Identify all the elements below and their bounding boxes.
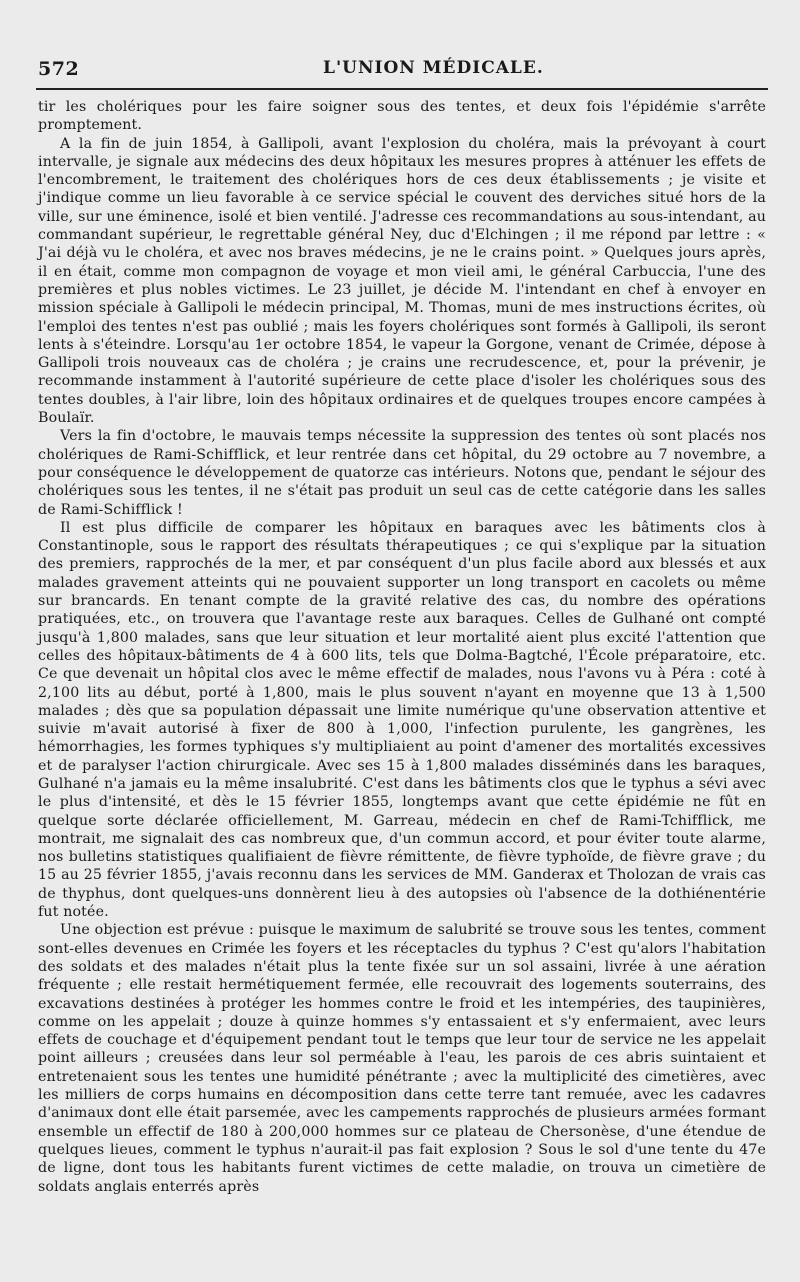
header-rule (36, 88, 768, 90)
paragraph: tir les cholériques pour les faire soigner sous des tentes, et deux fois l'épidémie s'arrête promptement. (38, 99, 766, 134)
paragraph: Une objection est prévue : puisque le maximum de salubrité se trouve sous les tentes, comment sont-elles devenues en Crimée les foyers et les réceptacles du typhus ? C'est qu'alors l'habitation des soldats et des malades n'était plus la tente fixée sur un sol assaini, livrée à une aération fréquente ; elle restait hermétiquement fermée, elle recouvrait des logements souterrains, des excavations destinées à protéger les hommes contre le froid et les intempéries, des taupinières, comme on les appelait ; douze à quinze hommes s'y entassaient et s'y enfermaient, avec leurs effets de couchage et d'équipement pendant tout le temps que leur tour de service ne les appelait point ailleurs ; creusées dans leur sol perméable à l'eau, les parois de ces abris suintaient et entretenaient sous les tentes une humidité pénétrante ; avec la multiplicité des cimetières, avec les milliers de corps humains en décomposition dans cette terre tant remuée, avec les cadavres d'animaux dont elle était parsemée, avec les campements rapprochés de plusieurs armées formant ensemble un effectif de 180 à 200,000 hommes sur ce plateau de Chersonèse, d'une étendue de quelques lieues, comment le typhus n'aurait-il pas fait explosion ? Sous le sol d'une tente du 47e de ligne, dont tous les habitants furent victimes de cette maladie, on trouva un cimetière de soldats anglais enterrés après (38, 922, 766, 1195)
paragraph: Vers la fin d'octobre, le mauvais temps nécessite la suppression des tentes où sont placés nos cholériques de Rami-Schifflick, et leur rentrée dans cet hôpital, du 29 octobre au 7 novembre, a pour conséquence le développement de quatorze cas intérieurs. Notons que, pendant le séjour des cholériques sous les tentes, il ne s'était pas produit un seul cas de cette catégorie dans les salles de Rami-Schifflick ! (38, 428, 766, 518)
page-header (38, 58, 768, 82)
paragraph: A la fin de juin 1854, à Gallipoli, avant l'explosion du choléra, mais la prévoyant à court intervalle, je signale aux médecins des deux hôpitaux les mesures propres à atténuer les effets de l'encombrement, le traitement des cholériques hors de ces deux établissements ; je visite et j'indique comme un lieu favorable à ce service spécial le couvent des derviches situé hors de la ville, sur une éminence, isolé et bien ventilé. J'adresse ces recommandations au sous-intendant, au commandant supérieur, le regrettable général Ney, duc d'Elchingen ; il me répond par lettre : « J'ai déjà vu le choléra, et avec nos braves médecins, je ne le crains point. » Quelques jours après, il en était, comme mon compagnon de voyage et mon vieil ami, le général Carbuccia, l'une des premières et plus nobles victimes. Le 23 juillet, je décide M. l'intendant en chef à envoyer en mission spéciale à Gallipoli le médecin principal, M. Thomas, muni de mes instructions écrites, où l'emploi des tentes n'est pas oublié ; mais les foyers cholériques sont formés à Gallipoli, ils seront lents à s'éteindre. Lorsqu'au 1er octobre 1854, le vapeur la Gorgone, venant de Crimée, dépose à Gallipoli trois nouveaux cas de choléra ; je crains une recrudescence, et, pour la prévenir, je recommande instamment à l'autorité supérieure de cette place d'isoler les cholériques sous des tentes doubles, à l'air libre, loin des hôpitaux ordinaires et de quelques troupes encore campées à Boulaïr. (38, 135, 766, 427)
body-text (38, 98, 766, 1196)
running-title: L'UNION MÉDICALE. (323, 58, 544, 78)
paragraph: Il est plus difficile de comparer les hôpitaux en baraques avec les bâtiments clos à Constantinople, sous le rapport des résultats thérapeutiques ; ce qui s'explique par la situation des premiers, rapprochés de la mer, et par conséquent d'un plus facile abord aux blessés et aux malades gravement atteints qui ne pouvaient supporter un long transport en cacolets ou même sur brancards. En tenant compte de la gravité relative des cas, du nombre des opérations pratiquées, etc., on trouvera que l'avantage reste aux baraques. Celles de Gulhané ont compté jusqu'à 1,800 malades, sans que leur situation et leur mortalité aient plus excité l'attention que celles des hôpitaux-bâtiments de 4 à 600 lits, tels que Dolma-Bagtché, l'École préparatoire, etc. Ce que devenait un hôpital clos avec le même effectif de malades, nous l'avons vu à Péra : coté à 2,100 lits au début, porté à 1,800, mais le plus souvent n'ayant en moyenne que 13 à 1,500 malades ; dès que sa population dépassait une limite numérique qu'une observation attentive et suivie m'avait autorisé à fixer de 800 à 1,000, l'infection purulente, les gangrènes, les hémorrhagies, les formes typhiques s'y multipliaient au point d'amener des mortalités excessives et de paralyser l'action chirurgicale. Avec ses 15 à 1,800 malades disséminés dans les baraques, Gulhané n'a jamais eu la même insalubrité. C'est dans les bâtiments clos que le typhus a sévi avec le plus d'intensité, et dès le 15 février 1855, longtemps avant que cette épidémie ne fût en quelque sorte déclarée officiellement, M. Garreau, médecin en chef de Rami-Tchifflick, me montrait, me signalait des cas nombreux que, d'un commun accord, et pour éviter toute alarme, nos bulletins statistiques qualifiaient de fièvre rémittente, de fièvre typhoïde, de fièvre grave ; du 15 au 25 février 1855, j'avais reconnu dans les services de MM. Ganderax et Tholozan de vrais cas de thyphus, dont quelques-uns donnèrent lieu à des autopsies où l'absence de la dothiénentérie fut notée. (38, 519, 766, 921)
page-number: 572 (38, 58, 80, 80)
